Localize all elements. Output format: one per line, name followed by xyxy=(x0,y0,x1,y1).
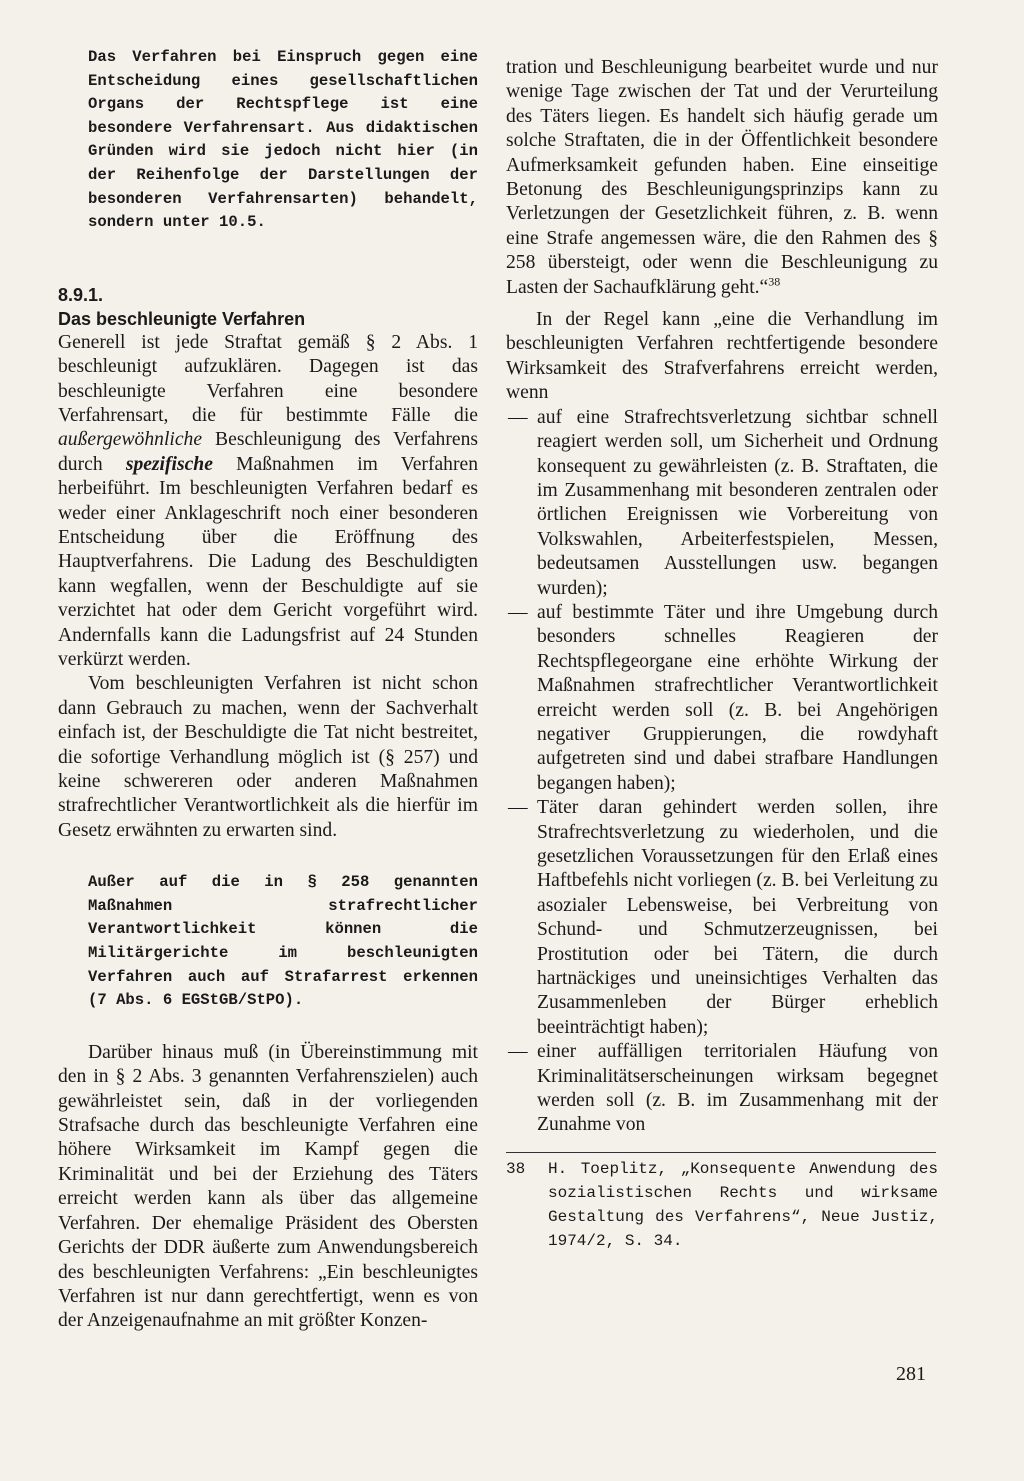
dash-list xyxy=(506,406,938,1138)
right-column xyxy=(506,40,938,1253)
text-run: tration und Beschleunigung bearbeitet wurde und nur wenige Tage zwischen der Tat und der Verurteilung des Täters liegen. Es handelt sich häufig gerade um solche Straftaten, die in der Öffentlichkeit besondere Aufmerksamkeit gefunden haben. Eine einseitige Betonung des Beschleunigungsprinzips kann zu Verletzungen der Gesetzlichkeit führen, z. B. wenn eine Strafe angemessen wäre, die den Rahmen des § 258 übersteigt, oder wenn die Beschleunigung zu Lasten der Sachaufklärung geht.“ xyxy=(506,57,938,298)
body-paragraph xyxy=(506,56,938,300)
list-item: — auf bestimmte Täter und ihre Umgebung durch besonders schnelles Reagieren der Rechtspflegeorgane eine erhöhte Wirkung der Maßnahmen strafrechtlicher Verantwortlichkeit erreicht werden soll (z. B. bei Angehörigen negativer Gruppierungen, die rowdyhaft aufgetreten sind und dabei strafbare Handlungen begangen haben); xyxy=(506,601,938,796)
body-paragraph: Vom beschleunigten Verfahren ist nicht schon dann Gebrauch zu machen, wenn der Sachverhalt einfach ist, der Beschuldigte die Tat nicht bestreitet, die sofortige Verhandlung möglich ist (§ 257) und keine schwereren oder anderen Maßnahmen strafrechtlicher Verantwortlichkeit als die hierfür im Gesetz erwähnten zu erwarten sind. xyxy=(58,673,478,841)
text-run: Beschleunigung des Verfahrens durch xyxy=(58,429,478,475)
emphasis-text: spezifische xyxy=(125,453,213,475)
text-run: Maßnahmen im Verfahren herbeiführt. Im beschleunigten Verfahren bedarf es weder einer Anklageschrift noch einer besonderen Entscheidung über die Eröffnung des Hauptverfahrens. Die Ladung des Beschuldigten kann wegfallen, wenn der Beschuldigte auf sie verzichtet hat oder dem Gericht vorgeführt wird. Andernfalls kann die Ladungsfrist auf 24 Stunden verkürzt werden. xyxy=(58,453,478,671)
list-item: — auf eine Strafrechtsverletzung sichtbar schnell reagiert werden soll, um Sicherheit und Ordnung konsequent zu gewährleisten (z. B. Straftaten, die im Zusammenhang mit besonderen zentralen oder örtlichen Ereignissen wie Vorbereitung von Volkswahlen, Arbeiterfestspielen, Messen, bedeutsamen Ausstellungen usw. begangen wurden); xyxy=(506,406,938,601)
footnote-reference: 38 xyxy=(768,274,781,289)
footnote xyxy=(506,1157,938,1253)
footnote-text: H. Toeplitz, „Konsequente Anwendung des sozialistischen Rechts und wirksame Gestaltung des Verfahrens“, Neue Justiz, 1974/2, S. 34. xyxy=(548,1159,938,1250)
section-number: 8.9.1. xyxy=(58,284,104,305)
list-item: — einer auffälligen territorialen Häufung von Kriminalitätserscheinungen wirksam begegnet werden soll (z. B. im Zusammenhang mit der Zunahme von xyxy=(506,1040,938,1138)
note-paragraph: Das Verfahren bei Einspruch gegen eine Entscheidung eines gesellschaftlichen Organs der Rechtspflege ist eine besondere Verfahrensart. Aus didaktischen Gründen wird sie jedoch nicht hier (in der Reihenfolge der Darstellungen der besonderen Verfahrensarten) behandelt, sondern unter 10.5. xyxy=(88,48,478,232)
body-paragraph xyxy=(58,331,478,673)
body-paragraph: Darüber hinaus muß (in Übereinstimmung mit den in § 2 Abs. 3 genannten Verfahrenszielen) auch gewährleistet sein, daß in der vorliegenden Strafsache durch das beschleunigte Verfahren eine höhere Wirksamkeit im Kampf gegen die Kriminalität und bei der Erziehung des Täters erreicht werden kann als über das allgemeine Verfahren. Der ehemalige Präsident des Obersten Gerichts der DDR äußerte zum Anwendungsbereich des beschleunigten Verfahrens: „Ein beschleunigtes Verfahren ist nur dann gerechtfertigt, wenn es von der Anzeigenaufnahme an mit größter Konzen- xyxy=(58,1041,478,1332)
page-number: 281 xyxy=(896,1363,926,1385)
left-column xyxy=(58,40,478,1334)
note-paragraph: Außer auf die in § 258 genannten Maßnahmen strafrechtlicher Verantwortlichkeit können die Militärgerichte im beschleunigten Verfahren auch auf Strafarrest erkennen (7 Abs. 6 EGStGB/StPO). xyxy=(88,873,478,1010)
body-paragraph: In der Regel kann „eine die Verhandlung im beschleunigten Verfahren rechtfertigende besondere Wirksamkeit des Strafverfahrens erreicht werden, wenn xyxy=(506,309,938,404)
list-item: — Täter daran gehindert werden sollen, ihre Strafrechtsverletzung zu wiederholen, und die gesetzlichen Voraussetzungen für den Erlaß eines Haftbefehls nicht vorliegen (z. B. bei Verleitung zu asozialer Lebensweise, bei Verbreitung von Schund- und Schmutzerzeugnissen, bei Prostitution oder bei Tätern, die durch hartnäckiges und uneinsichtiges Verhalten das Zusammenleben der Bürger erheblich beeinträchtigt haben); xyxy=(506,796,938,1040)
footnote-divider xyxy=(506,1152,936,1153)
section-title: Das beschleunigte Verfahren xyxy=(58,308,306,329)
text-run: Generell ist jede Straftat gemäß § 2 Abs. 1 beschleunigt aufzuklären. Dagegen ist das beschleunigte Verfahren eine besondere Verfahrensart, die für bestimmte Fälle die xyxy=(58,331,478,426)
footnote-number: 38 xyxy=(506,1159,526,1178)
emphasis-text: außergewöhnliche xyxy=(58,429,203,451)
